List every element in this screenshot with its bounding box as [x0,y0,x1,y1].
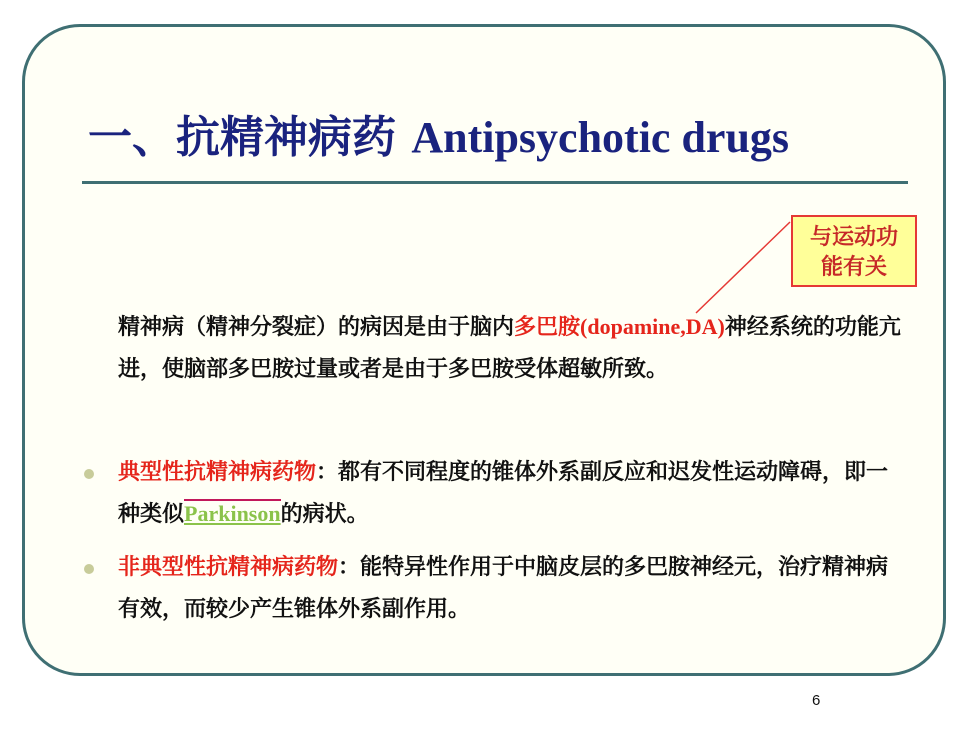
title-chinese: 一、抗精神病药 [88,112,396,163]
parkinson-link[interactable]: Parkinson [184,501,281,526]
slide-title [88,108,888,168]
bullet-text: 能特异性作用于中脑皮层的多巴胺神经元，治疗精神病有效，而较少产生锥体外系副作用。 [118,554,889,622]
callout-line-2: 能有关 [820,254,887,280]
intro-paragraph [118,306,908,390]
bullet-label: 典型性抗精神病药物 [118,459,317,485]
bullet-text-end: 的病状。 [280,501,369,527]
callout-line-1: 与运动功 [809,224,898,250]
bullet-text: 都有不同程度的锥体外系副反应和迟发性运动障碍，即一种类似 [118,459,889,527]
title-divider [82,181,908,184]
intro-term: (dopamine,DA) [580,314,725,339]
bullet-label: 非典型性抗精神病药物 [118,554,339,580]
bullet-colon: ： [316,459,339,485]
bullet-atypical [118,546,908,630]
page-number: 6 [812,692,821,709]
title-english: Antipsychotic drugs [411,113,790,162]
bullet-dot-icon [84,469,94,479]
bullet-dot-icon [84,564,94,574]
callout-box [791,215,917,287]
intro-highlight: 多巴胺 [514,314,581,340]
intro-text-1: 精神病（精神分裂症）的病因是由于脑内 [118,314,515,340]
intro-text-2: 神经系统的功能亢进，使脑部多巴胺过量或者是由于多巴胺受体超敏所致。 [118,314,901,382]
bullet-colon: ： [338,554,361,580]
bullet-typical [118,451,908,535]
